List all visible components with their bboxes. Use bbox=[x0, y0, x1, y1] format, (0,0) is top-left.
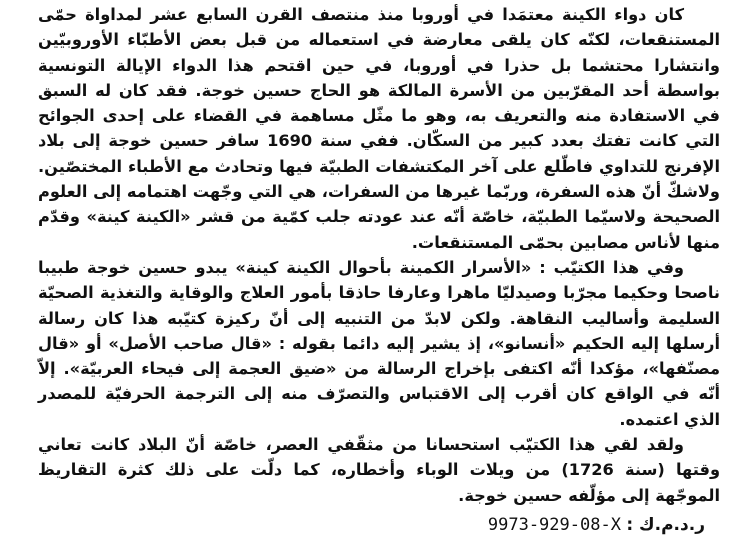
isbn-label: ر.د.م.ك : bbox=[626, 515, 705, 535]
document-page bbox=[38, 2, 720, 540]
isbn-number: 9973-929-08-X bbox=[487, 515, 621, 535]
isbn-line bbox=[415, 513, 705, 537]
paragraph-3: ولقد لقي هذا الكتيّب استحسانا من مثقّفي العصر، خاصّة أنّ البلاد كانت تعاني وقتها (سنة 1726) من ويلات الوباء وأخطاره، كما دلّت على ذلك كثرة التقاريظ الموجّهة إلى مؤلّفه حسين خوجة. bbox=[38, 435, 721, 505]
paragraph-2: وفي هذا الكتيّب : «الأسرار الكمينة بأحوال الكينة كينة» يبدو حسين خوجة طبيبا ناصحا وحكيما مجرّبا وصيدليّا ماهرا وعارفا حاذقا بأمور العلاج والوقاية والتغذية الصحيّة السليمة وأساليب النقاهة. ولكن لابدّ من التنبيه إلى أنّ ركيزة كتيّبه هذا كان رسالة أرسلها إليه الحكيم «أنسانو»، إذ يشير إليه دائما بقوله : «قال صاحب الأصل» أو «قال مصنّفها»، مؤكدا أنّه اكتفى بإخراج الرسالة من «ضيق العجمة إلى فيحاء العربيّة». إلاّ أنّه في الواقع كان أقرب إلى الاقتباس والتصرّف منه إلى الترجمة الحرفيّة للمصدر الذي اعتمده. bbox=[38, 257, 720, 429]
paragraph-1: كان دواء الكينة معتمَدا في أوروبا منذ منتصف القرن السابع عشر لمداواة حمّى المستنقعات، لكنّه كان يلقى معارضة في استعماله من قبل بعض الأطبّاء الأوروبيّين وانتشارا محتشما بل حذرا في أوروبا، في حين اقتحم هذا الدواء الإيالة التونسية بواسطة أحد المقرّبين من الأسرة المالكة هو الحاج حسين خوجة. فقد كان له السبق في الاستفادة منه والتعريف به، وهو ما مثّل مساهمة في القضاء على إحدى الجوائح التي كانت تفتك بعدد كبير من السكّان. ففي سنة 1690 سافر حسين خوجة إلى بلاد الإفرنج للتداوي فاطّلع على آخر المكتشفات الطبيّة فيها وتحادث مع الأطباء المختصّين. ولاشكّ أنّ هذه السفرة، وربّما غيرها من السفرات، هي التي وجّهت اهتمامه إلى العلوم الصحيحة ولاسيّما الطبيّة، خاصّة أنّه عند عودته جلب كمّية من قشر «الكينة كينة» وقدّم منها لأناس مصابين بحمّى المستنقعات. bbox=[38, 5, 721, 252]
